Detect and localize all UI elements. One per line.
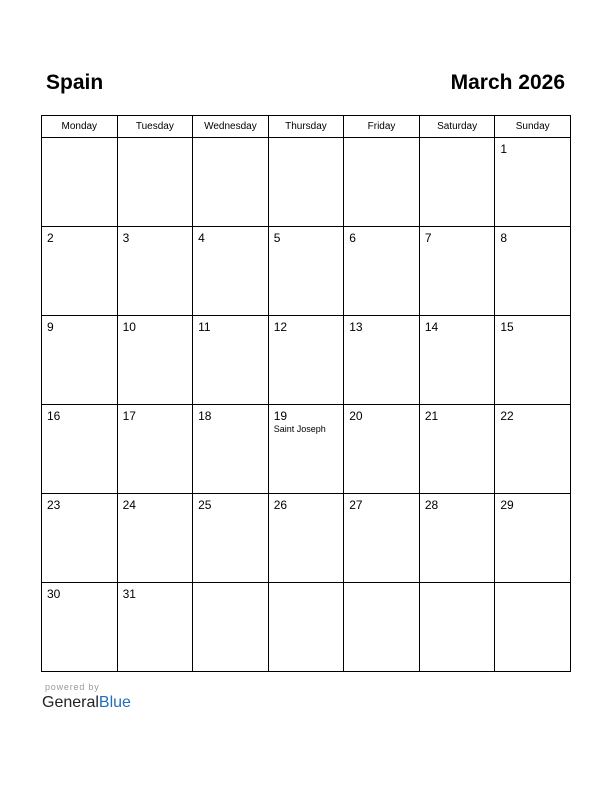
- day-number: 18: [198, 409, 212, 423]
- weekday-saturday: Saturday: [419, 116, 495, 138]
- day-cell: [419, 227, 495, 316]
- day-number: 3: [122, 231, 130, 245]
- day-cell: [268, 583, 344, 672]
- day-number: [420, 583, 495, 587]
- day-number: 5: [273, 231, 281, 245]
- week-row: [42, 138, 571, 227]
- day-number: [344, 583, 419, 587]
- day-number: 28: [424, 498, 439, 512]
- day-cell: [419, 494, 495, 583]
- day-cell: [193, 494, 269, 583]
- day-number: [269, 583, 344, 587]
- day-number: 12: [273, 320, 288, 334]
- weekday-thursday: Thursday: [268, 116, 344, 138]
- day-cell: [495, 405, 571, 494]
- day-number: [344, 138, 419, 142]
- day-number: 16: [47, 409, 61, 423]
- day-number: 6: [349, 231, 356, 245]
- day-number: 14: [424, 320, 439, 334]
- day-number: [193, 583, 268, 587]
- day-cell: [117, 405, 193, 494]
- day-number: 22: [500, 409, 514, 423]
- day-number: 11: [198, 320, 211, 334]
- day-cell: [268, 316, 344, 405]
- day-cell: [193, 138, 269, 227]
- day-number: 31: [122, 587, 136, 601]
- day-cell: [42, 494, 118, 583]
- day-cell: [117, 227, 193, 316]
- day-cell: [268, 138, 344, 227]
- day-cell: [495, 316, 571, 405]
- logo-text-blue: Blue: [98, 694, 131, 711]
- day-cell: [193, 405, 269, 494]
- day-number: 7: [424, 231, 432, 245]
- day-number: 27: [349, 498, 363, 512]
- day-cell: [193, 316, 269, 405]
- day-cell: [419, 405, 495, 494]
- day-cell: [42, 583, 118, 672]
- calendar-grid: [41, 115, 571, 672]
- day-number: 25: [198, 498, 212, 512]
- day-number: [193, 138, 268, 142]
- country-title: Spain: [46, 71, 104, 94]
- day-cell: [268, 227, 344, 316]
- day-cell: [344, 494, 420, 583]
- day-number: 10: [122, 320, 136, 334]
- powered-by-label: powered by: [45, 682, 100, 692]
- day-number: 1: [500, 142, 508, 156]
- day-cell: [117, 316, 193, 405]
- day-number: 30: [47, 587, 61, 601]
- week-row: [42, 405, 571, 494]
- day-number: 17: [122, 409, 136, 423]
- day-cell: [495, 227, 571, 316]
- holiday-label: Saint Joseph: [273, 424, 326, 434]
- day-cell: [495, 138, 571, 227]
- day-number: 2: [47, 231, 54, 245]
- day-cell: [419, 316, 495, 405]
- day-number: 26: [273, 498, 288, 512]
- week-row: [42, 227, 571, 316]
- day-number: 4: [198, 231, 205, 245]
- day-cell: [42, 316, 118, 405]
- day-cell: [419, 138, 495, 227]
- weekday-friday: Friday: [344, 116, 420, 138]
- day-cell: [42, 405, 118, 494]
- day-number: [420, 138, 495, 142]
- day-cell: [344, 405, 420, 494]
- day-number: [269, 138, 344, 142]
- day-number: 15: [500, 320, 514, 334]
- day-number: 8: [500, 231, 508, 245]
- day-number: 29: [500, 498, 514, 512]
- day-number: 24: [122, 498, 136, 512]
- day-cell: [117, 138, 193, 227]
- day-number: [42, 138, 117, 142]
- day-cell: [495, 494, 571, 583]
- day-number: 13: [349, 320, 363, 334]
- weekday-header-row: [42, 116, 571, 138]
- day-cell: [193, 583, 269, 672]
- day-cell: [193, 227, 269, 316]
- day-cell: [268, 494, 344, 583]
- day-cell: [117, 583, 193, 672]
- day-cell: [117, 494, 193, 583]
- day-cell: [495, 583, 571, 672]
- day-cell: [344, 316, 420, 405]
- logo-text-general: General: [42, 694, 99, 711]
- day-number: [495, 583, 570, 587]
- generalblue-logo: [42, 694, 131, 712]
- day-cell: [42, 138, 118, 227]
- day-number: 20: [349, 409, 363, 423]
- day-number: 9: [47, 320, 54, 334]
- day-number: 19: [273, 409, 288, 423]
- week-row: [42, 494, 571, 583]
- day-number: 23: [47, 498, 61, 512]
- day-cell: [344, 227, 420, 316]
- weekday-sunday: Sunday: [495, 116, 571, 138]
- weekday-wednesday: Wednesday: [193, 116, 269, 138]
- week-row: [42, 316, 571, 405]
- day-cell: [419, 583, 495, 672]
- day-cell: [344, 138, 420, 227]
- day-cell: [42, 227, 118, 316]
- weekday-tuesday: Tuesday: [117, 116, 193, 138]
- week-row: [42, 583, 571, 672]
- weekday-monday: Monday: [42, 116, 118, 138]
- day-number: [118, 138, 193, 142]
- day-cell: [268, 405, 344, 494]
- day-cell: [344, 583, 420, 672]
- day-number: 21: [424, 409, 439, 423]
- month-year-title: March 2026: [450, 71, 565, 94]
